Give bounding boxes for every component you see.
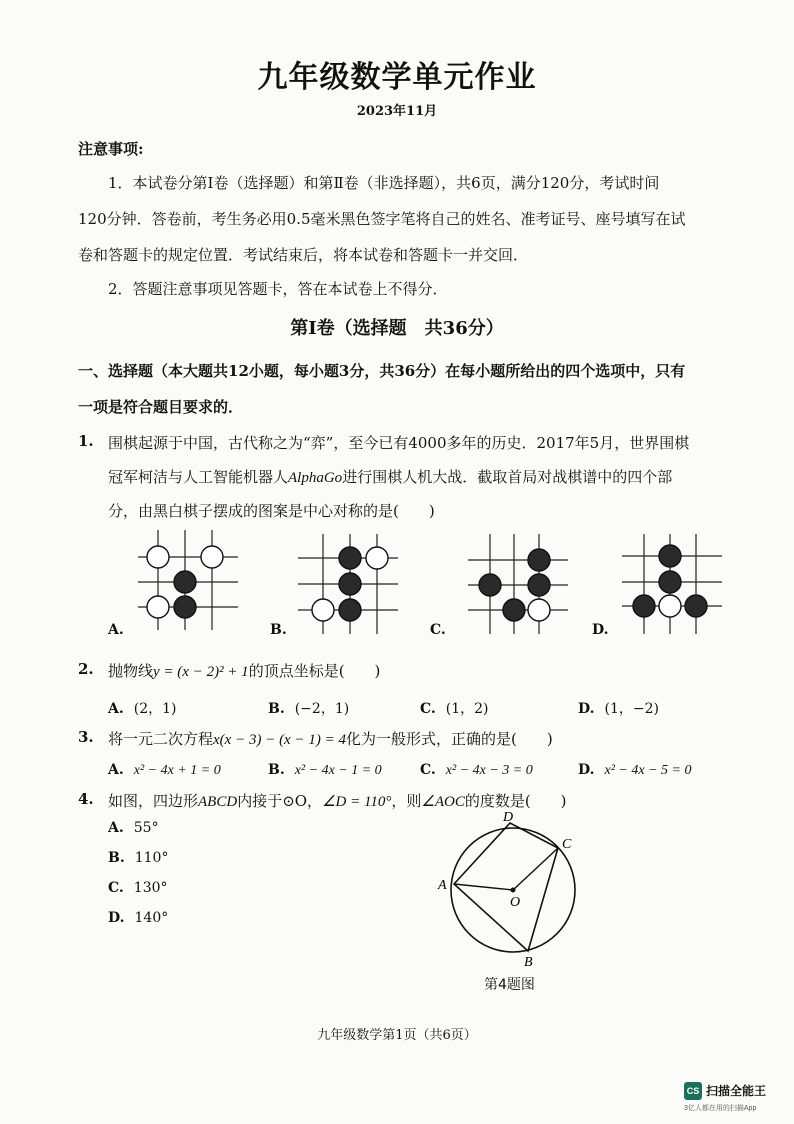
q3-option-b-label: B.	[268, 762, 285, 778]
page-footer: 九年级数学第1页（共6页）	[317, 1028, 477, 1043]
q2-option-c	[420, 698, 489, 718]
q4-stem-c: ，则	[391, 792, 422, 810]
section-instruction-line2: 一项是符合题目要求的．	[78, 398, 244, 416]
q4-option-c	[108, 880, 168, 896]
exam-date: 2023年11月	[356, 104, 438, 119]
q2-option-c-label: C.	[420, 701, 436, 717]
q4-option-d-text: 140°	[134, 910, 169, 926]
q2-option-c-text: (1，2)	[445, 701, 489, 717]
q3-option-a-text: x² − 4x + 1 = 0	[133, 763, 221, 778]
point-c-label: C	[562, 837, 572, 852]
q2-option-a-label: A.	[108, 701, 124, 717]
q1-number: 1.	[78, 432, 94, 450]
q1-option-b-label: B.	[270, 622, 287, 638]
q3-option-d-text: x² − 4x − 5 = 0	[604, 763, 692, 778]
q2-formula: y = (x − 2)² + 1	[153, 664, 249, 680]
q3-stem	[108, 728, 553, 749]
point-b-label: B	[524, 955, 533, 970]
black-stone	[633, 595, 655, 617]
center-point	[511, 888, 516, 893]
quad-abcd	[454, 823, 558, 951]
notice-item1-line2: 120分钟．答卷前，考生务必用0.5毫米黑色签字笔将自己的姓名、准考证号、座号填写在试	[78, 210, 686, 228]
q2-stem-post: 的顶点坐标是( )	[248, 662, 381, 680]
q2-number: 2.	[78, 660, 94, 678]
q4-stem-a: 如图，四边形	[108, 792, 199, 810]
scanner-watermark	[684, 1080, 790, 1113]
white-stone	[201, 546, 223, 568]
q2-option-d-text: (1，−2)	[604, 701, 659, 717]
point-a-label: A	[438, 878, 447, 893]
q3-option-b-text: x² − 4x − 1 = 0	[294, 763, 382, 778]
black-stone	[339, 573, 361, 595]
page-title: 九年级数学单元作业	[257, 60, 537, 95]
black-stone	[659, 545, 681, 567]
q2-option-a-text: (2，1)	[133, 701, 177, 717]
white-stone	[528, 599, 550, 621]
q4-figure-caption: 第4题图	[484, 977, 535, 993]
q1-alphago: AlphaGo	[288, 470, 343, 486]
section-title: 第Ⅰ卷（选择题 共36分）	[290, 318, 504, 339]
q2-stem	[108, 660, 380, 681]
q1-option-a-label: A.	[108, 622, 124, 638]
q2-option-d	[578, 698, 659, 718]
q3-option-d	[578, 762, 691, 779]
q4-option-a-text: 55°	[133, 820, 159, 836]
black-stone	[503, 599, 525, 621]
q4-option-c-label: C.	[108, 880, 124, 896]
black-stone	[659, 571, 681, 593]
q1-board-d	[622, 534, 722, 634]
q2-option-a	[108, 698, 177, 718]
q1-option-c-label: C.	[430, 622, 446, 638]
q3-option-c-label: C.	[420, 762, 436, 778]
black-stone	[528, 549, 550, 571]
black-stone	[339, 547, 361, 569]
notice-item1-line3: 卷和答题卡的规定位置．考试结束后，将本试卷和答题卡一并交回．	[78, 246, 529, 264]
q3-formula: x(x − 3) − (x − 1) = 4	[213, 732, 346, 748]
q1-board-b	[298, 534, 398, 634]
segment-ao	[454, 884, 513, 890]
black-stone	[174, 571, 196, 593]
white-stone	[312, 599, 334, 621]
q2-option-b-text: (−2，1)	[294, 701, 350, 717]
q2-option-d-label: D.	[578, 701, 595, 717]
q1-stem-line2	[108, 466, 672, 487]
q1-stem-line1: 围棋起源于中国，古代称之为“弈”，至今已有4000多年的历史．2017年5月，世界围棋	[108, 434, 690, 452]
q4-angle-d: ∠D = 110°	[322, 794, 392, 810]
notice-item2: 2．答题注意事项见答题卡，答在本试卷上不得分．	[108, 280, 448, 298]
watermark-subtitle: 3亿人都在用的扫描App	[684, 1104, 757, 1112]
point-o-label: O	[510, 895, 521, 910]
q2-option-b	[268, 698, 349, 718]
white-stone	[147, 546, 169, 568]
q4-option-a	[108, 820, 159, 836]
q3-stem-pre: 将一元二次方程	[108, 730, 214, 748]
q2-stem-pre: 抛物线	[108, 662, 154, 680]
white-stone	[366, 547, 388, 569]
q3-number: 3.	[78, 728, 94, 746]
q4-number: 4.	[78, 790, 94, 808]
q4-stem-b: 内接于⊙O，	[237, 792, 323, 810]
q1-stem-line2-pre: 冠军柯洁与人工智能机器人	[108, 468, 289, 486]
q4-angle-aoc: ∠AOC	[421, 794, 465, 810]
q1-option-d-label: D.	[592, 622, 609, 638]
notice-item1-line1: 1．本试卷分第Ⅰ卷（选择题）和第Ⅱ卷（非选择题），共6页，满分120分，考试时间	[108, 174, 660, 192]
black-stone	[174, 596, 196, 618]
q1-board-a	[138, 530, 238, 630]
q4-option-b	[108, 850, 168, 866]
q4-stem-d: 的度数是( )	[464, 792, 567, 810]
notice-heading: 注意事项:	[78, 140, 144, 158]
q4-option-c-text: 130°	[133, 880, 168, 896]
q3-stem-post: 化为一般形式，正确的是( )	[345, 730, 553, 748]
q4-quad: ABCD	[198, 794, 238, 810]
q4-option-a-label: A.	[108, 820, 124, 836]
q2-option-b-label: B.	[268, 701, 285, 717]
q3-option-a-label: A.	[108, 762, 124, 778]
black-stone	[528, 574, 550, 596]
q1-stem-line2-post: 进行围棋人机大战．截取首局对战棋谱中的四个部	[342, 468, 673, 486]
point-d-label: D	[503, 810, 514, 825]
black-stone	[479, 574, 501, 596]
q4-option-b-label: B.	[108, 850, 125, 866]
q4-option-d-label: D.	[108, 910, 125, 926]
q3-option-a	[108, 762, 221, 779]
white-stone	[659, 595, 681, 617]
q3-option-b	[268, 762, 382, 779]
watermark-name: 扫描全能王	[706, 1084, 767, 1098]
q1-board-c	[468, 534, 568, 634]
q1-stem-line3: 分，由黑白棋子摆成的图案是中心对称的是( )	[108, 502, 435, 520]
q4-option-b-text: 110°	[134, 850, 169, 866]
section-instruction-line1: 一、选择题（本大题共12小题，每小题3分，共36分）在每小题所给出的四个选项中，只有	[78, 362, 686, 380]
black-stone	[339, 599, 361, 621]
q3-option-c	[420, 762, 533, 779]
q3-option-c-text: x² − 4x − 3 = 0	[445, 763, 533, 778]
camscanner-logo-icon: CS	[684, 1082, 702, 1100]
black-stone	[685, 595, 707, 617]
q3-option-d-label: D.	[578, 762, 595, 778]
q4-option-d	[108, 910, 168, 926]
q4-figure	[430, 808, 590, 973]
white-stone	[147, 596, 169, 618]
